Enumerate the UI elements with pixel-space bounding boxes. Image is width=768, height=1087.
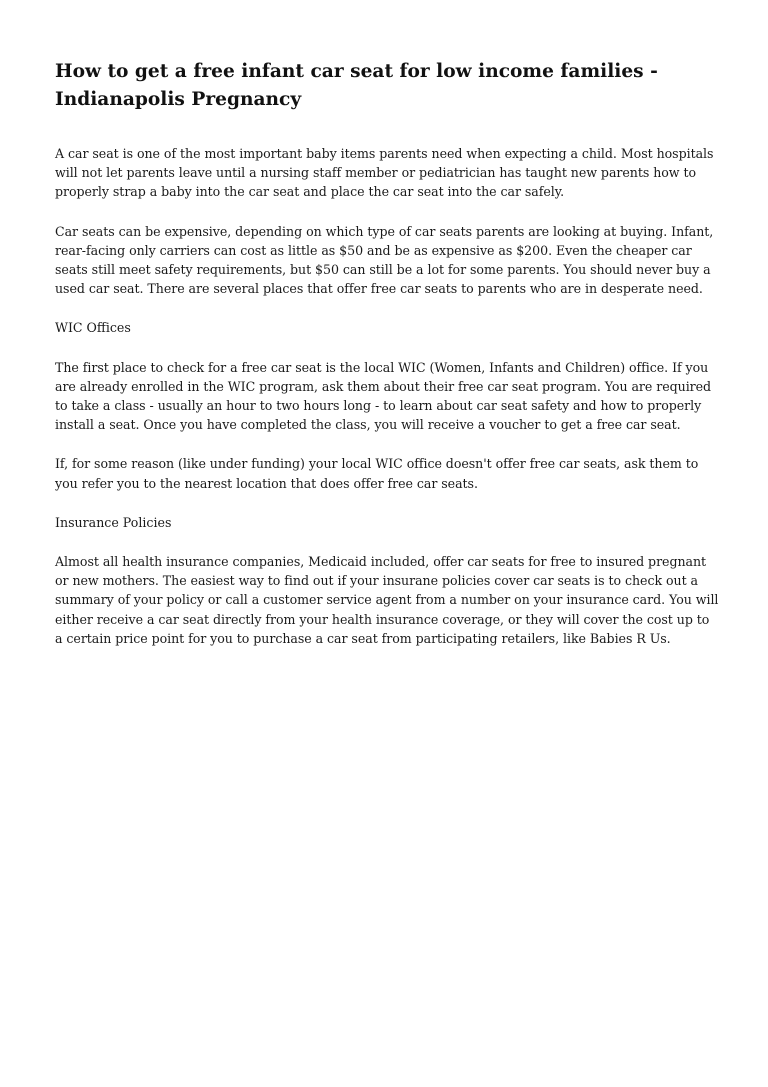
document-page <box>55 58 720 668</box>
paragraph-wic-referral: If, for some reason (like under funding) your local WIC office doesn't offer free car seats, ask them to you refer you to the nearest location that does offer free car seats. <box>55 456 699 491</box>
section-heading-insurance-policies: Insurance Policies <box>55 514 172 530</box>
section-heading-wic-offices: WIC Offices <box>55 320 131 336</box>
paragraph-wic-program: The first place to check for a free car seat is the local WIC (Women, Infants and Children) office. If you are already enrolled in the WIC program, ask them about their free car seat program. You are required to take a class - usually an hour to two hours long - to learn about car seat safety and how to properly install a seat. Once you have completed the class, you will receive a voucher to get a free car seat. <box>55 359 712 433</box>
paragraph-insurance: Almost all health insurance companies, Medicaid included, offer car seats for free to insured pregnant or new mothers. The easiest way to find out if your insurane policies cover car seats is to check out a summary of your policy or call a customer service agent from a number on your insurance card. You will either receive a car seat directly from your health insurance coverage, or they will cover the cost up to a certain price point for you to purchase a car seat from participating retailers, like Babies R Us. <box>55 554 719 646</box>
document-title: How to get a free infant car seat for low income families - Indianapolis Pregnancy <box>55 61 658 110</box>
paragraph-intro: A car seat is one of the most important baby items parents need when expecting a child. Most hospitals will not let parents leave until a nursing staff member or pediatrician has taught new parents how to properly strap a baby into the car seat and place the car seat into the car safely. <box>55 146 714 200</box>
paragraph-cost: Car seats can be expensive, depending on which type of car seats parents are looking at buying. Infant, rear-facing only carriers can cost as little as $50 and be as expensive as $200. Even the cheaper car seats still meet safety requirements, but $50 can still be a lot for some parents. You should never buy a used car seat. There are several places that offer free car seats to parents who are in desperate need. <box>55 223 714 297</box>
